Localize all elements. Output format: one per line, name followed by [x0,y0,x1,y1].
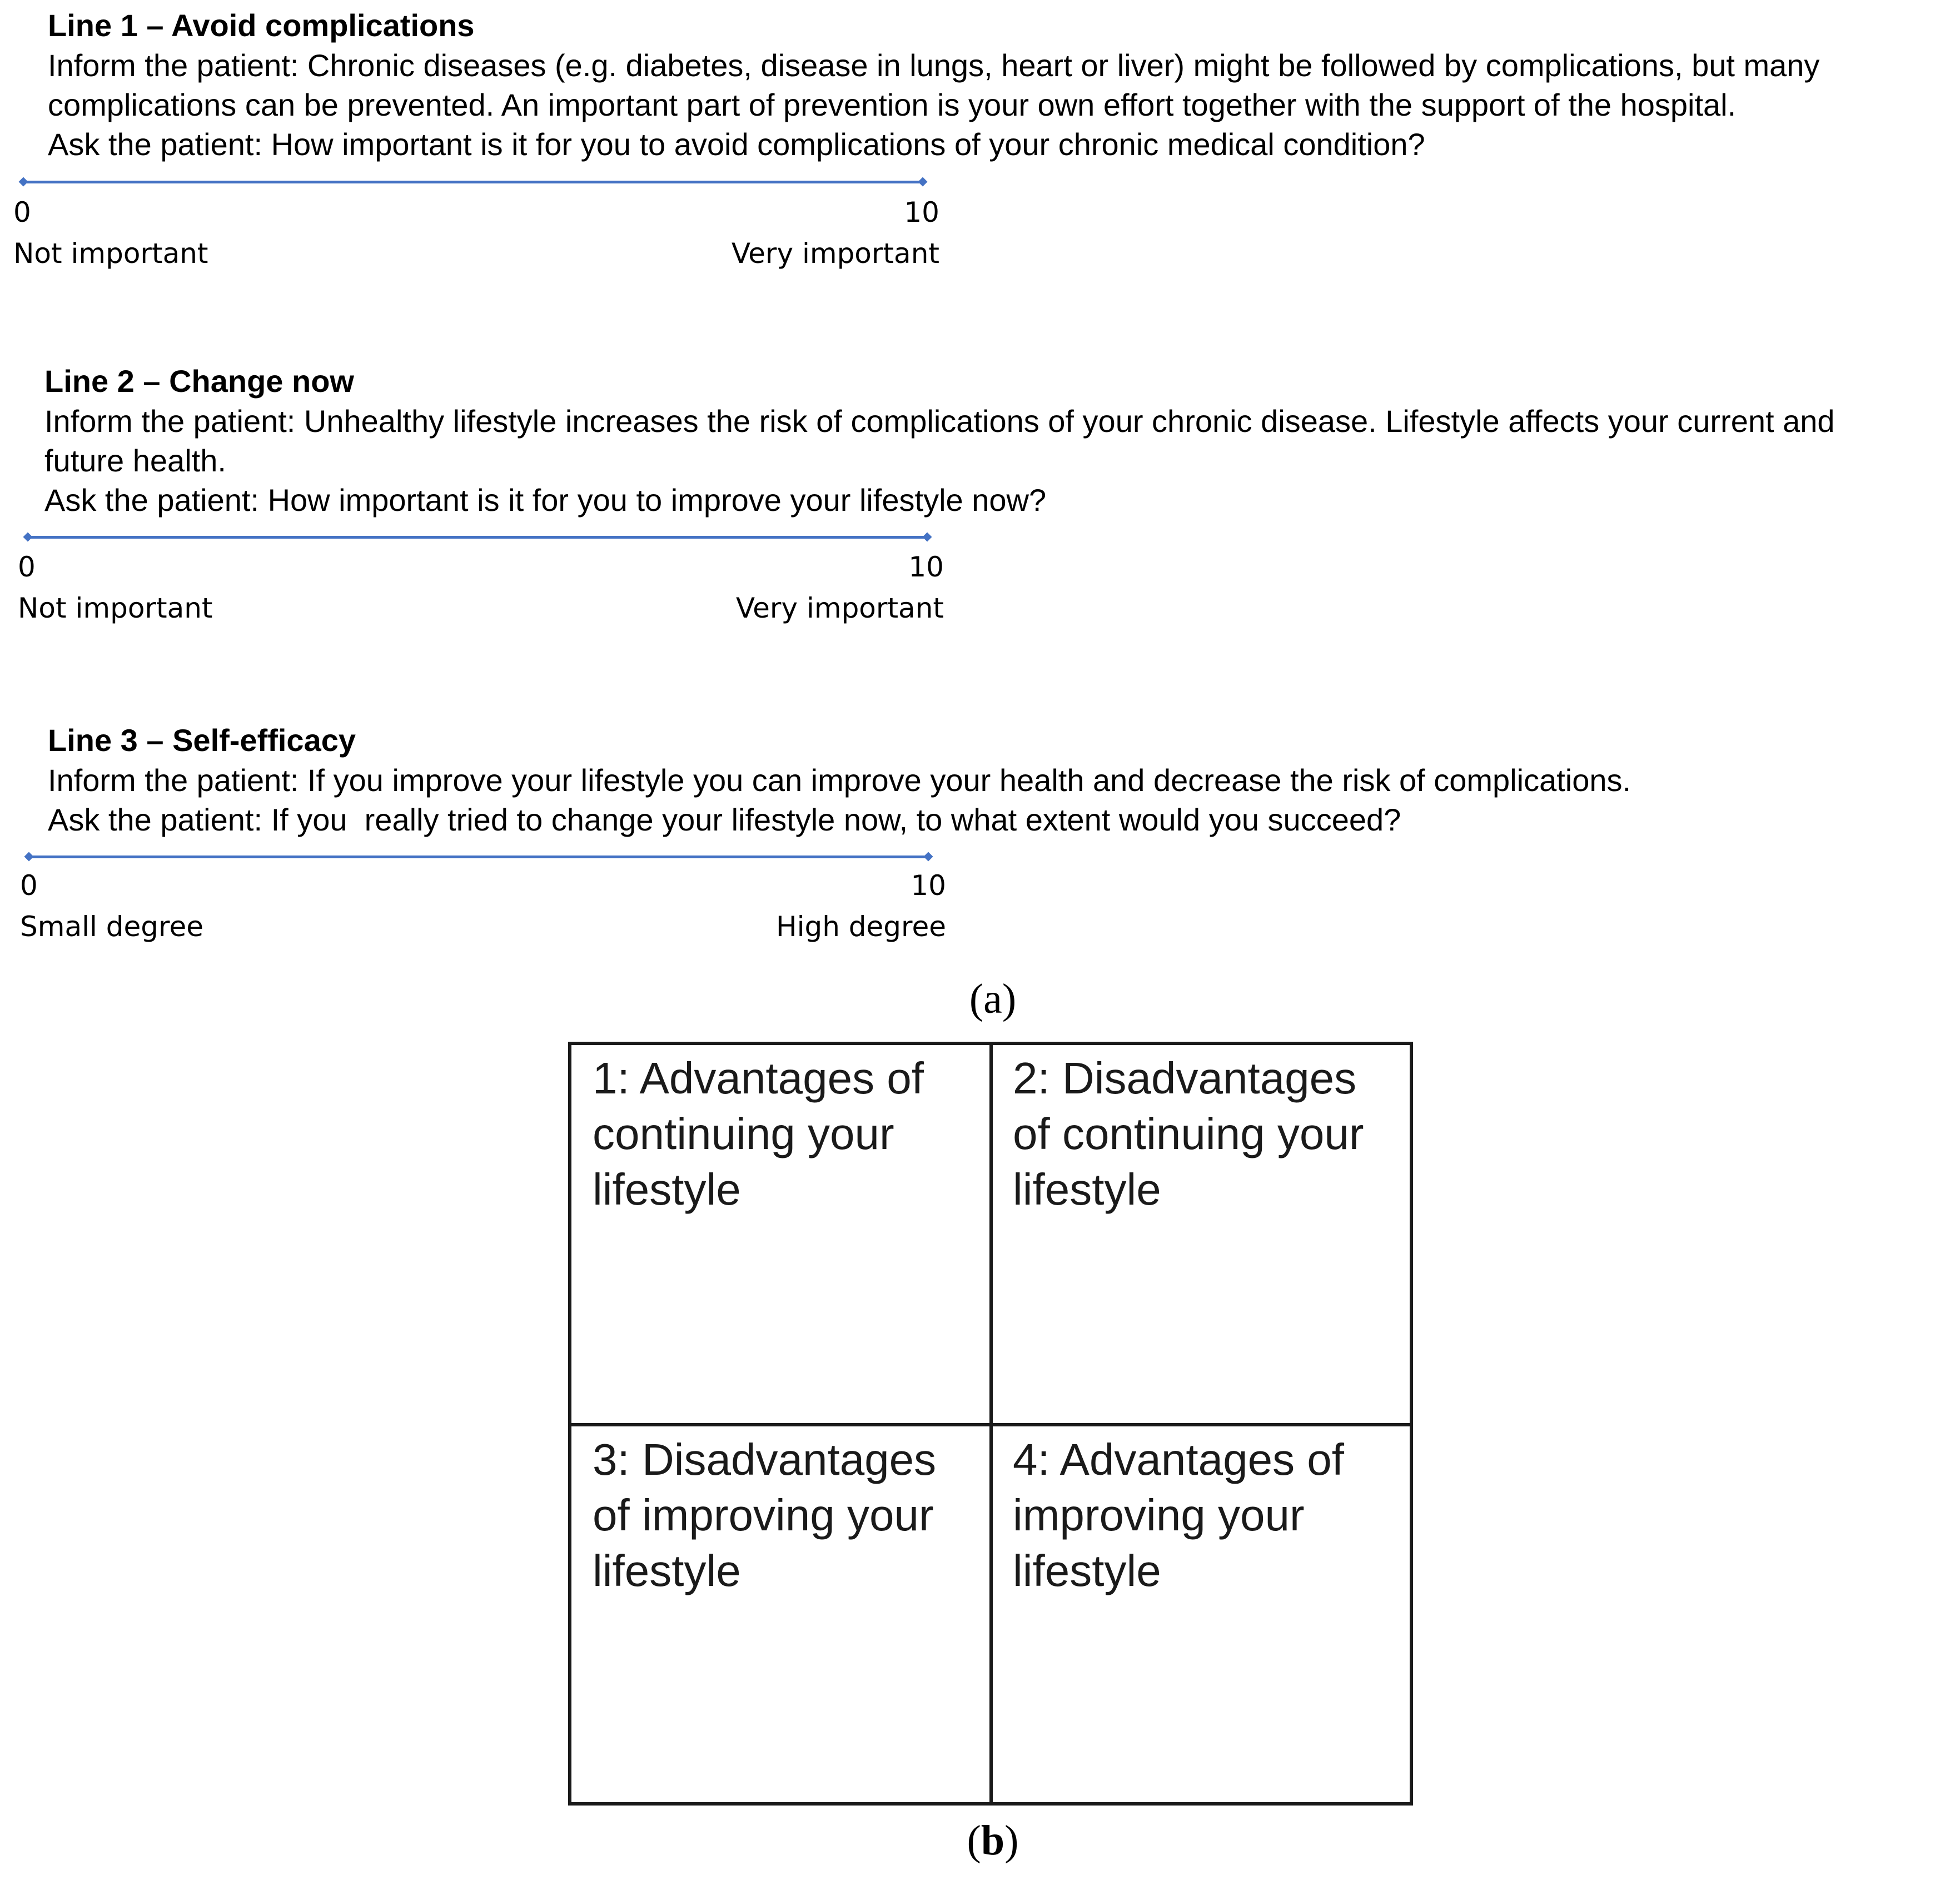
line-1-scale-max: 10 [904,196,939,228]
line-2-heading: Line 2 – Change now [44,364,354,399]
caption-b-letter: b [981,1817,1005,1864]
line-3-ask: Ask the patient: If you really tried to change your lifestyle now, to what extent would you succeed? [48,802,1401,837]
grid-cell-4: 4: Advantages of improving your lifestyle [1013,1435,1345,1595]
line-2-label-max: Very important [735,592,944,624]
line-3-heading: Line 3 – Self-efficacy [48,723,356,758]
line-1-inform-2: complications can be prevented. An important part of prevention is your own effort together with the support of the hospital. [48,87,1737,122]
line-2-inform-2: future health. [44,443,226,478]
line-2-block [44,361,1951,520]
line-1-scale-bar [23,181,924,183]
line-1-scale-start-marker [19,177,28,187]
line-1-heading: Line 1 – Avoid complications [48,8,475,43]
line-3-label-min: Small degree [20,911,203,943]
line-3-scale-min: 0 [20,869,38,902]
line-3-scale-start-marker [24,852,34,862]
caption-a-letter: a [983,976,1002,1022]
line-1-scale-min: 0 [13,196,31,228]
line-3-inform-1: Inform the patient: If you improve your lifestyle you can improve your health and decrease the risk of complications. [48,763,1631,798]
caption-a: (a) [969,976,1017,1022]
line-2-label-min: Not important [18,592,213,624]
line-3-scale-end-marker [924,852,933,862]
line-2-scale-max: 10 [908,551,944,583]
line-2-scale-bar [28,536,928,539]
line-3-block [48,720,1949,839]
line-2-scale-start-marker [23,533,33,542]
line-2-inform-1: Inform the patient: Unhealthy lifestyle increases the risk of complications of your chronic disease. Lifestyle affects your current and [44,404,1835,439]
line-1-label-max: Very important [731,237,939,270]
line-1-ask: Ask the patient: How important is it for you to avoid complications of your chronic medical condition? [48,127,1425,162]
caption-b: (b) [967,1817,1019,1864]
grid-cell-2: 2: Disadvantages of continuing your lifestyle [1013,1053,1364,1214]
line-2-scale-end-marker [923,533,932,542]
line-1-inform-1: Inform the patient: Chronic diseases (e.g. diabetes, disease in lungs, heart or liver) might be followed by complications, but many [48,48,1820,83]
line-2-ask: Ask the patient: How important is it for you to improve your lifestyle now? [44,483,1047,518]
decision-balance-grid [568,1042,1413,1806]
line-2-scale-min: 0 [18,551,36,583]
grid-cell-1: 1: Advantages of continuing your lifestyle [593,1053,924,1214]
grid-horizontal-divider [571,1423,1410,1426]
line-3-label-max: High degree [775,911,946,943]
line-1-scale-end-marker [918,177,928,187]
line-3-scale-bar [29,856,929,858]
grid-cell-3: 3: Disadvantages of improving your lifestyle [593,1435,937,1595]
line-1-label-min: Not important [13,237,208,270]
line-3-scale-max: 10 [911,869,946,902]
line-1-block [48,6,1949,164]
